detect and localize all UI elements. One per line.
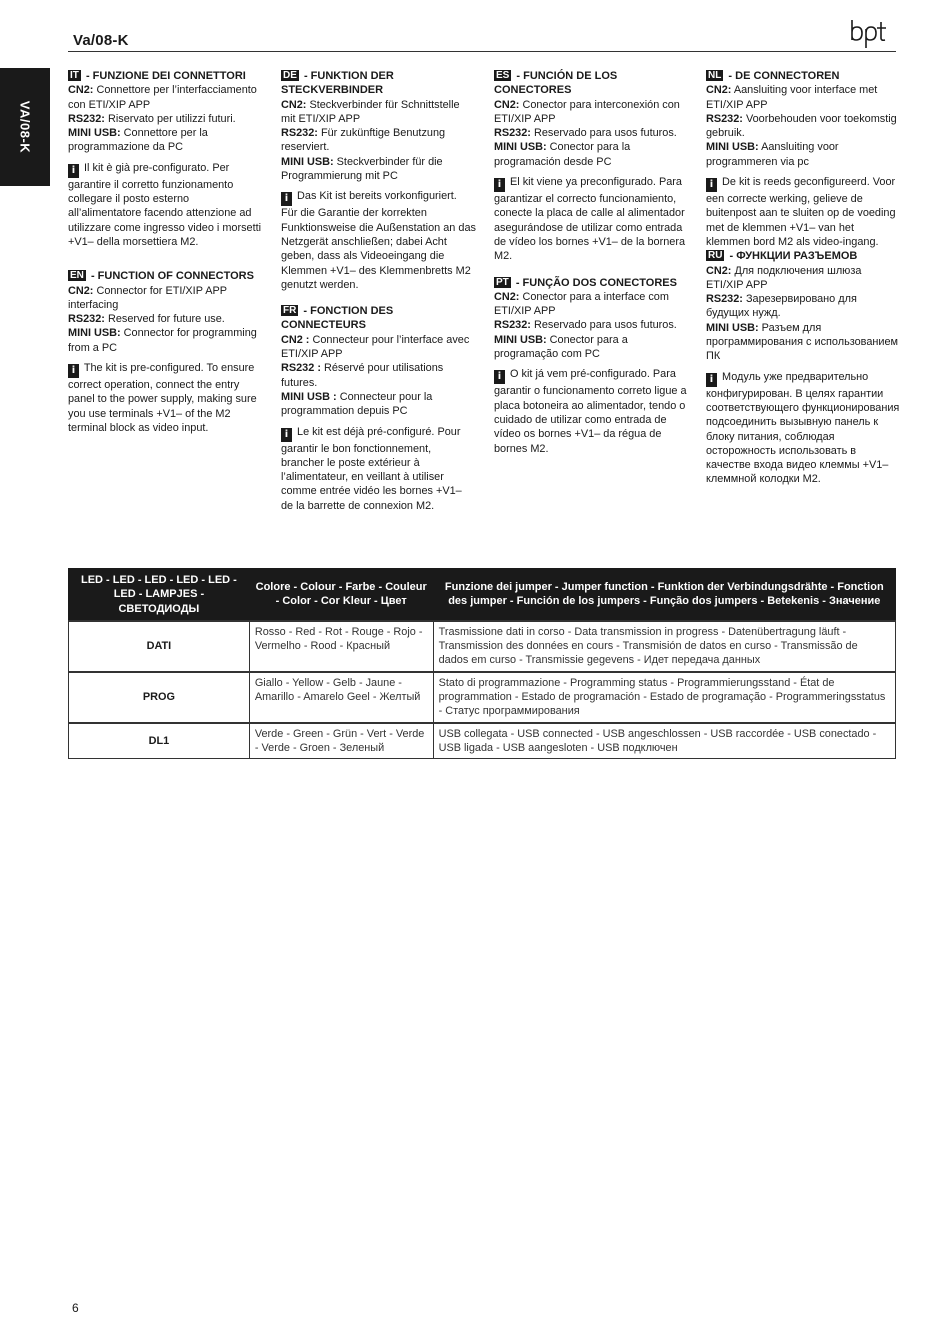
spec-key: CN2: [68,284,94,297]
note-text: Le kit est déjà pré-configuré. Pour garantir le bon fonctionnement, brancher le poste extérieur à l’alimentateur, en veillant à utiliser comme entrée vidéo les bornes +V1– de la barrette de connexion M2. [281,425,462,512]
led-name-cell: DATI [69,621,250,672]
info-book-icon: i [68,364,79,378]
note-text: Il kit è già pre-configurato. Per garantire il corretto funzionamento collegare il posto esterno all’alimentatore facendo attenzione ad utilizzare come ingresso video i morsetti +V1– della morsettiera M2. [68,161,262,248]
section-heading: - FUNÇÃO DOS CONECTORES [512,276,677,289]
header-function: Funzione dei jumper - Jumper function - Funktion der Verbindungsdrähte - Fonction des jumper - Función de los jumpers - Função dos jumpers - Betekenis - Значение [433,569,895,621]
lang-badge-pt: PT [496,276,509,288]
spec-text: Connettore per la programmazione da PC [68,127,208,154]
led-name-cell: DL1 [69,723,250,759]
lang-badge-en: EN [70,270,84,282]
info-book-icon: i [706,373,717,387]
column-3 [494,69,689,466]
spec-text: Зарезервировано для будущих нужд. [706,293,857,320]
section-es [494,69,689,264]
section-it [68,69,263,249]
header-led: LED - LED - LED - LED - LED - LED - LAMPJES - СВЕТОДИОДЫ [69,569,250,621]
info-book-icon: i [68,164,79,178]
spec-text: Разъем для программирования с использованием ПК [706,321,899,363]
lang-badge-fr: FR [283,305,297,317]
spec-text: Steckverbinder für die Programmierung mit PC [281,155,443,183]
info-book-icon: i [281,192,292,206]
column-1 [68,69,263,445]
info-book-icon: i [494,178,505,192]
section-nl [706,69,901,249]
section-heading: - FONCTION DES CONNECTEURS [281,305,394,332]
color-cell: Giallo - Yellow - Gelb - Jaune - Amarillo - Amarelo Geel - Желтый [249,672,433,723]
spec-text: Aansluiting voor programmeren via pc [706,141,839,168]
spec-text: Для подключения шлюза ETI/XIP APP [706,264,862,291]
spec-text: Conector para la programación desde PC [494,141,631,168]
spec-text: Connecteur pour l’interface avec ETI/XIP APP [281,333,470,361]
side-tab-label: VA/08-K [17,100,33,154]
spec-text: Conector para a interface com ETI/XIP APP [494,290,669,318]
spec-key: RS232: [706,112,743,125]
table-header-row [69,569,896,621]
header-divider [68,51,896,52]
spec-text: Reservado para usos futuros. [530,319,677,332]
spec-key: MINI USB: [494,333,547,346]
section-heading: - ФУНКЦИИ РАЗЪЕМОВ [726,250,858,263]
led-table [68,568,896,759]
section-ru [706,249,901,486]
lang-badge-de: DE [283,70,297,81]
section-de [281,69,476,292]
spec-text: Reserved for future use. [104,313,225,326]
spec-text: Steckverbinder für Schnittstelle mit ETI/XIP APP [281,98,460,125]
note-text: The kit is pre-configured. To ensure correct operation, connect the entry panel to the power supply, making sure you use terminals +V1– of the M2 terminal block as video input. [68,362,257,434]
spec-text: Reservado para usos futuros. [530,127,677,140]
spec-key: CN2: [68,84,94,97]
led-name-cell: PROG [69,672,250,723]
spec-key: RS232: [706,293,743,306]
spec-text: Connettore per l’interfacciamento con ETI/XIP APP [68,84,257,111]
section-fr [281,304,476,513]
info-book-icon: i [494,370,505,384]
spec-key: CN2: [706,84,732,97]
spec-text: Connecteur pour la programmation depuis PC [281,390,433,418]
document-title: Va/08-K [73,32,129,49]
section-en [68,269,263,435]
info-book-icon: i [281,428,292,442]
section-heading: - FUNCIÓN DE LOS CONECTORES [494,70,618,97]
page-number: 6 [72,1301,79,1315]
table-row [69,723,896,759]
section-heading: - FUNKTION DER STECKVERBINDER [281,70,394,97]
table-row [69,621,896,672]
color-cell: Verde - Green - Grün - Vert - Verde - Verde - Groen - Зеленый [249,723,433,759]
spec-key: RS232: [68,112,105,125]
spec-text: Aansluiting voor interface met ETI/XIP APP [706,84,878,111]
spec-key: MINI USB: [706,141,759,154]
color-cell: Rosso - Red - Rot - Rouge - Rojo - Vermelho - Rood - Красный [249,621,433,672]
lang-badge-nl: NL [708,70,722,81]
note-text: El kit viene ya preconfigurado. Para garantizar el correcto funcionamiento, conecte la placa de calle al alimentador asegurándose de utilizar como entrada de vídeo los bornes +V1– de la bornera M2. [494,176,686,263]
note-text: De kit is reeds geconfigureerd. Voor een correcte werking, gelieve de buitenpost aan te sluiten op de voeding met de klemmen +V1– van het klemmen bord M2 als video-ingang. [706,176,896,248]
spec-key: CN2: [494,290,520,303]
note-text: Модуль уже предварительно конфигурирован. В целях гарантии соответствующего функционирования подсоединить вызывную панель к блоку питания, соблюдая осторожность использовать в качестве входа видео клеммы +V1– клеммной колодки M2. [706,370,900,486]
spec-text: Réservé pour utilisations futures. [281,362,444,389]
spec-text: Conector para a programação com PC [494,333,628,361]
lang-badge-it: IT [70,70,79,81]
lang-badge-es: ES [496,70,510,81]
spec-key: CN2: [281,98,307,111]
function-cell: USB collegata - USB connected - USB angeschlossen - USB raccordée - USB conectado - USB ligada - USB aangesloten - USB подключен [433,723,895,759]
spec-key: RS232: [494,319,531,332]
note-text: O kit já vem pré-configurado. Para garantir o funcionamento correto ligue a placa botoneira ao alimentador, tendo o cuidado de utilizar como entrada de vídeo os bornes +V1– da régua de bornes M2. [494,368,687,455]
spec-text: Riservato per utilizzi futuri. [104,112,236,125]
spec-text: Für zukünftige Benutzung reserviert. [281,127,446,154]
spec-text: Connector for programming from a PC [68,327,257,354]
spec-text: Conector para interconexión con ETI/XIP APP [494,98,680,125]
function-cell: Trasmissione dati in corso - Data transmission in progress - Datenübertragung läuft - Transmission des données en cours - Transmisión de datos en curso - Transmissão de dados em curso - Transmissie gegevens - Идет передача данных [433,621,895,672]
spec-key: CN2: [494,98,520,111]
spec-key: MINI USB: [281,155,334,168]
spec-key: MINI USB: [68,127,121,140]
section-heading: - FUNCTION OF CONNECTORS [87,270,254,283]
spec-key: MINI USB : [281,390,337,403]
section-heading: - FUNZIONE DEI CONNETTORI [82,70,246,82]
spec-key: CN2: [706,264,732,277]
spec-key: CN2 : [281,333,310,346]
bpt-logo [846,16,890,50]
info-book-icon: i [706,178,717,192]
spec-key: RS232: [494,127,531,140]
spec-key: MINI USB: [68,327,121,340]
spec-text: Voorbehouden voor toekomstig gebruik. [706,112,897,140]
spec-key: MINI USB: [706,321,759,334]
spec-key: RS232 : [281,362,321,375]
table-row [69,672,896,723]
section-pt [494,276,689,456]
spec-key: RS232: [68,313,105,326]
column-2 [281,69,476,523]
section-heading: - DE CONNECTOREN [725,70,840,82]
spec-key: MINI USB: [494,141,547,154]
spec-key: RS232: [281,127,318,140]
note-text: Das Kit ist bereits vorkonfiguriert. Für die Garantie der korrekten Funktionsweise die Außenstation an das Netzgerät anschließen; dabei Acht geben, dass als Videoeingang die Klemmen +V1– des Klemmenbretts M2 genutzt werden. [281,190,476,291]
column-4 [706,69,901,497]
lang-badge-ru: RU [708,250,723,262]
function-cell: Stato di programmazione - Programming status - Programmierungsstand - État de programmation - Estado de programación - Estado de programação - Programmeringsstatus - Статус программирования [433,672,895,723]
spec-text: Connector for ETI/XIP APP interfacing [68,284,227,311]
header-color: Colore - Colour - Farbe - Couleur - Color - Cor Kleur - Цвет [249,569,433,621]
